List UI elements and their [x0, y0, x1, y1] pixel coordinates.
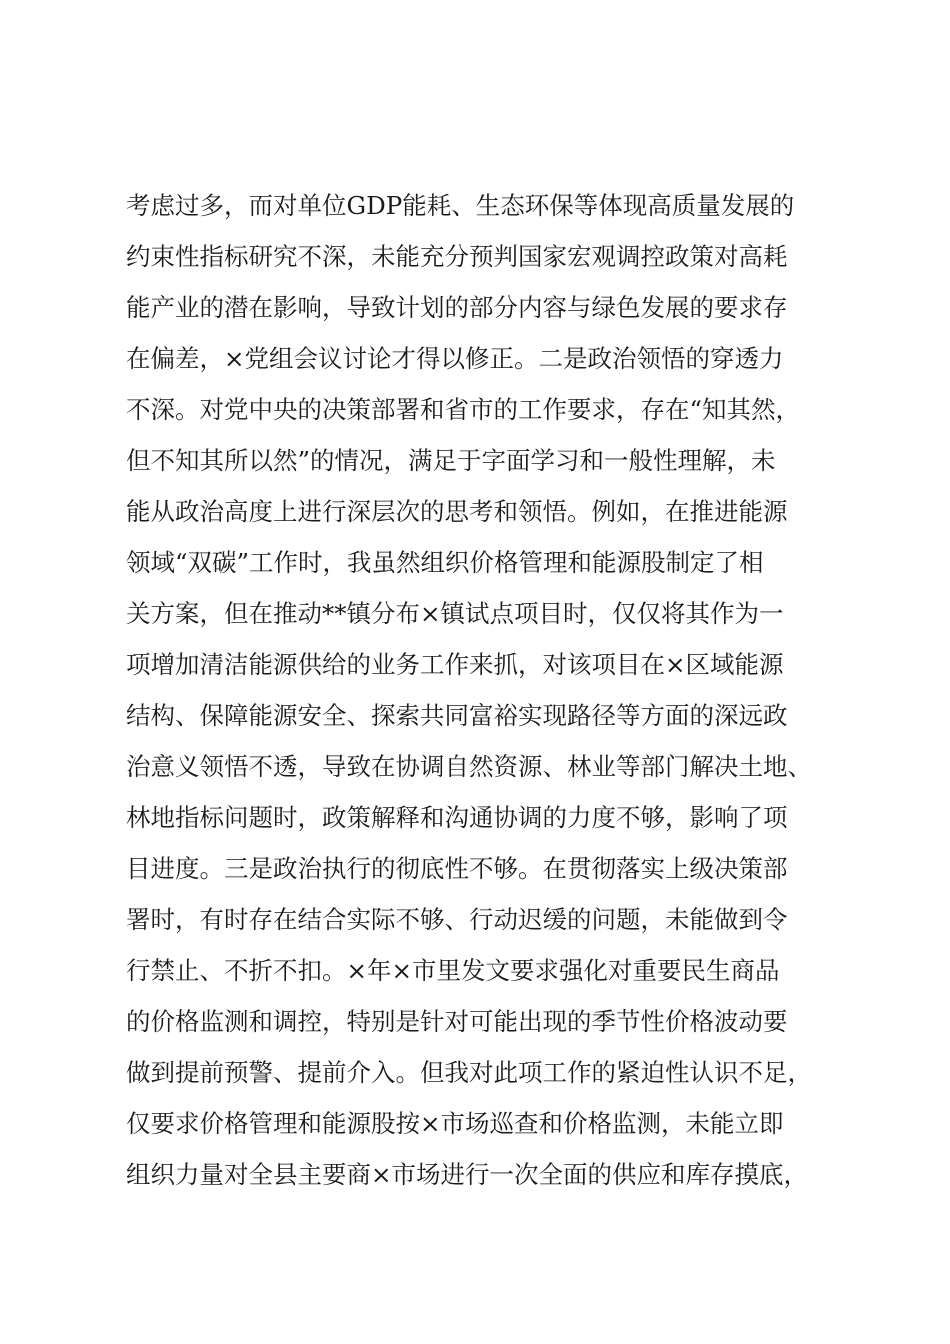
text-line: 不深。对党中央的决策部署和省市的工作要求，存在“知其然，: [126, 395, 801, 424]
text-line: 在偏差，×党组会议讨论才得以修正。二是政治领悟的穿透力: [126, 344, 784, 373]
text-line: 署时，有时存在结合实际不够、行动迟缓的问题，未能做到令: [126, 905, 788, 934]
text-line: 关方案，但在推动**镇分布×镇试点项目时，仅仅将其作为一: [126, 599, 784, 628]
text-line: 领域“双碳”工作时，我虽然组织价格管理和能源股制定了相: [126, 548, 764, 577]
text-line: 结构、保障能源安全、探索共同富裕实现路径等方面的深远政: [126, 701, 788, 730]
text-line: 做到提前预警、提前介入。但我对此项工作的紧迫性认识不足，: [126, 1058, 812, 1087]
text-line: 治意义领悟不透，导致在协调自然资源、林业等部门解决土地、: [126, 752, 812, 781]
text-line: 目进度。三是政治执行的彻底性不够。在贯彻落实上级决策部: [126, 854, 788, 883]
text-line: 但不知其所以然”的情况，满足于字面学习和一般性理解，未: [126, 446, 776, 475]
text-line: 项增加清洁能源供给的业务工作来抓，对该项目在×区域能源: [126, 650, 784, 679]
text-line: 林地指标问题时，政策解释和沟通协调的力度不够，影响了项: [126, 803, 788, 832]
body-text: [126, 180, 846, 1200]
text-line: 的价格监测和调控，特别是针对可能出现的季节性价格波动要: [126, 1007, 788, 1036]
text-line: 组织力量对全县主要商×市场进行一次全面的供应和库存摸底，: [126, 1160, 809, 1189]
text-line: 考虑过多，而对单位GDP能耗、生态环保等体现高质量发展的: [126, 191, 795, 220]
text-line: 约束性指标研究不深，未能充分预判国家宏观调控政策对高耗: [126, 242, 788, 271]
text-line: 能从政治高度上进行深层次的思考和领悟。例如，在推进能源: [126, 497, 788, 526]
text-line: 仅要求价格管理和能源股按×市场巡查和价格监测，未能立即: [126, 1109, 784, 1138]
text-line: 能产业的潜在影响，导致计划的部分内容与绿色发展的要求存: [126, 293, 788, 322]
text-line: 行禁止、不折不扣。×年×市里发文要求强化对重要民生商品: [126, 956, 780, 985]
